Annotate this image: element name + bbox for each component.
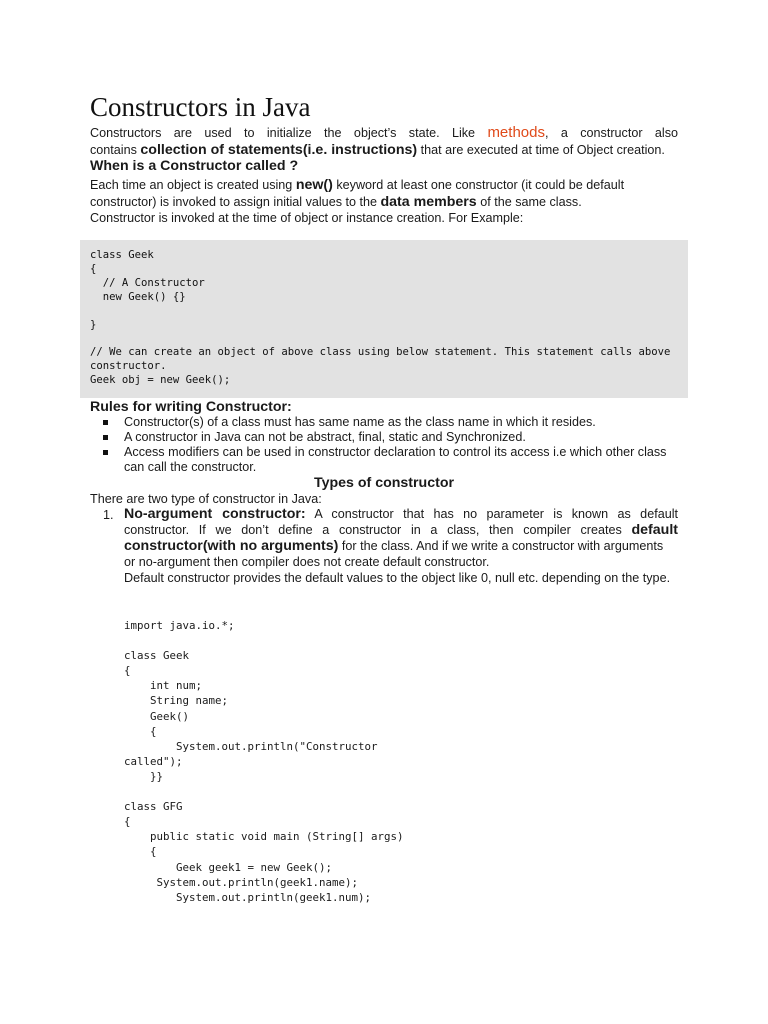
rule-text: Access modifiers can be used in constructor declaration to control its access i.e which other class xyxy=(124,445,667,459)
rule-text: Constructor(s) of a class must has same name as the class name in which it resides. xyxy=(124,415,596,429)
when-line-3: Constructor is invoked at the time of object or instance creation. For Example: xyxy=(90,211,524,225)
data-members-emphasis: data members xyxy=(380,194,477,210)
methods-link[interactable]: methods xyxy=(487,124,545,141)
new-keyword: new() xyxy=(295,177,333,193)
when-line-1 xyxy=(90,177,624,193)
rules-heading: Rules for writing Constructor: xyxy=(90,399,292,415)
types-intro: There are two type of constructor in Java: xyxy=(90,492,322,506)
rule-text: can call the constructor. xyxy=(124,460,257,474)
list-item xyxy=(103,445,703,460)
bullet-icon xyxy=(103,435,108,440)
code-sample-geek: import java.io.*; class Geek { int num; String name; Geek() { System.out.println("Constructor called"); }} class GFG { public static void main (String[] args) { Geek geek1 = new Geek(); System.out.println(geek1.name); System.out.println(geek1.num); xyxy=(124,619,404,904)
item-text-3: for the class. And if we write a constructor with arguments xyxy=(341,539,664,553)
intro-text: Constructors are used to initialize the object’s state. Like xyxy=(90,126,476,140)
types-heading: Types of constructor xyxy=(313,475,455,491)
code-example-box xyxy=(80,240,688,398)
when-text-2: constructor) is invoked to assign initial values to the xyxy=(90,195,377,209)
item-text: A constructor that has no parameter is known as default xyxy=(314,507,678,521)
item-text-2: constructor. If we don’t define a constructor in a class, then compiler creates xyxy=(124,523,622,537)
no-arg-term: No-argument constructor: xyxy=(124,506,306,522)
intro-text-post: , a constructor also xyxy=(544,126,678,140)
when-text-2-post: of the same class. xyxy=(480,195,582,209)
default-term: default xyxy=(631,522,679,538)
list-item-continuation xyxy=(103,460,703,475)
intro-text-2-post: that are executed at time of Object creation. xyxy=(420,143,665,157)
item-line-5: Default constructor provides the default values to the object like 0, null etc. depending on the type. xyxy=(124,571,671,585)
intro-text-2: contains xyxy=(90,143,137,157)
item-line-2 xyxy=(124,522,678,538)
list-item xyxy=(103,430,703,445)
when-text-post: keyword at least one constructor (it could be default xyxy=(336,178,625,192)
code-example: class Geek { // A Constructor new Geek() {} } // We can create an object of above class using below statement. This statement calls above constructor. Geek obj = new Geek(); xyxy=(90,249,671,387)
rules-list xyxy=(103,415,703,475)
bullet-icon xyxy=(103,420,108,425)
rule-text: A constructor in Java can not be abstract, final, static and Synchronized. xyxy=(124,430,526,444)
bullet-icon xyxy=(103,450,108,455)
intro-line-1 xyxy=(90,125,678,141)
item-line-4: or no-argument then compiler does not create default constructor. xyxy=(124,555,490,569)
list-item xyxy=(103,415,703,430)
item-line-3 xyxy=(124,538,678,554)
when-heading: When is a Constructor called ? xyxy=(90,158,299,174)
no-arg-constructor-item xyxy=(124,506,678,586)
when-text: Each time an object is created using xyxy=(90,178,293,192)
list-number: 1. xyxy=(103,508,114,522)
intro-line-2 xyxy=(90,142,665,158)
default-constructor-term: constructor(with no arguments) xyxy=(124,538,339,554)
when-line-2 xyxy=(90,194,582,210)
page-title: Constructors in Java xyxy=(90,92,311,122)
statements-emphasis: collection of statements(i.e. instructions) xyxy=(140,142,418,158)
item-line-1 xyxy=(124,506,678,522)
